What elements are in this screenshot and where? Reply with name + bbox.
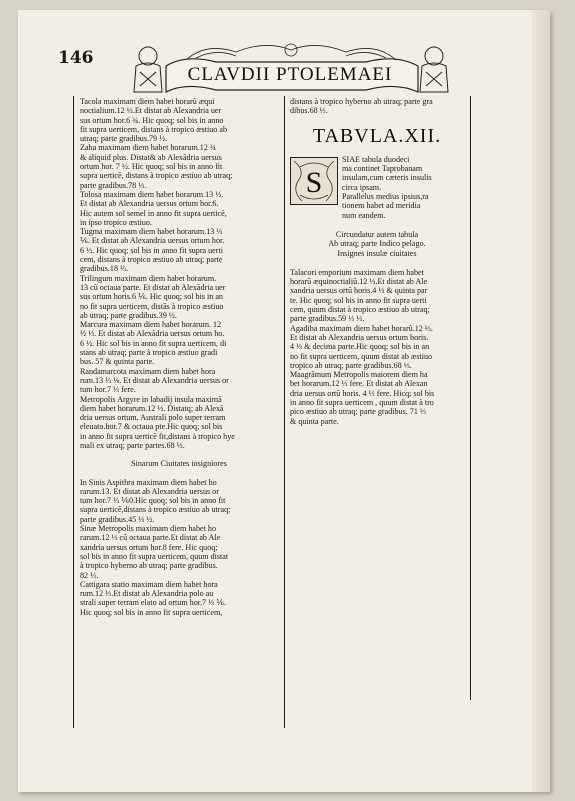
text-line: parte gradibus.59 ⅓ ⅓. — [290, 314, 365, 324]
text-line: rarum.13. Et distat ab Alexandria uersus or — [80, 486, 219, 496]
insignes-heading: Insignes insulæ ciuitates — [337, 248, 417, 258]
text-line: Randamarcota maximam diem habet hora — [80, 366, 216, 376]
text-line: in ipso tropico æstiuo. — [80, 217, 152, 227]
section-heading-sinarum: Sinarum Ciuitates insigniores — [131, 459, 227, 469]
text-line: num eandem. — [342, 210, 386, 220]
text-line: utraq; parte gradibus.79 ½. — [80, 134, 168, 144]
text-line: Tugma maximam diem habet horarum.13 ⅓ — [80, 227, 223, 237]
text-line: pico æstiuo ab utraq; parte gradibus. 71 ⅓ — [290, 407, 426, 417]
text-line: ab utraq; parte gradibus.39 ½. — [80, 310, 177, 320]
header-banner — [126, 36, 456, 98]
circumdatur-line: Circundatur autem tabula — [335, 229, 419, 239]
text-line: distans à tropico hyberno ab utraq; parte gra — [290, 97, 433, 106]
text-line: In Sinis Aspithra maximam diem habet ho — [80, 477, 217, 487]
text-line: Hic quoq; sol bis in anno fit supra uerticem, — [80, 607, 223, 617]
text-line: Maagrãmum Metropolis maiorem diem ha — [290, 370, 428, 380]
banner-title: CLAVDII PTOLEMAEI — [187, 64, 393, 85]
text-line: tropico ab utraq; parte gradibus.68 ⅓. — [290, 360, 412, 370]
text-line: ma continet Taprobanam — [342, 164, 423, 174]
text-line: horarũ æquinoctialiũ.12 ⅓.Et distat ab Ale — [290, 277, 428, 287]
text-line: in anno fit supra uerticem , quum distat à tro — [290, 398, 434, 408]
text-line: in anno fit supra uerticẽ fit,distans à tropico hye — [80, 431, 235, 441]
left-column-paragraphs-after — [80, 478, 278, 617]
left-outer-rule — [73, 96, 74, 728]
left-text-column — [80, 97, 278, 617]
text-line: Tacola maximam diem habet horarũ æqui — [80, 97, 215, 106]
text-line: cem, quum distat à tropico æstiuo ab utraq; — [290, 305, 430, 315]
left-column-paragraphs — [80, 97, 278, 450]
text-line: à tropico hyberno ab utraq; parte gradibus. — [80, 561, 218, 571]
text-line: sus ortum horis.6 ⅙. Hic quoq; sol bis in an — [80, 292, 223, 302]
text-line: Trilingum maximam diem habet horarum. — [80, 273, 217, 283]
text-line: circa ipsam. — [342, 182, 382, 192]
text-line: sol bis in anno fit supra uerticem, quum distat — [80, 551, 229, 561]
text-line: ortum hor. 7 ½. Hic quoq; sol bis in anno fit — [80, 162, 223, 172]
tabula-title: TABVLA.XII. — [312, 124, 442, 147]
text-line: parte gradibus.45 ⅓ ½. — [80, 514, 155, 524]
text-line: Et distat ab Alexandria uersus ortum hor.6. — [80, 199, 219, 209]
text-line: Parallelus medius ipsius,ra — [342, 192, 429, 202]
text-line: strali super terram elato ad ortum hor.7 ⅓ ⅙. — [80, 598, 227, 608]
text-line: noctialium.12 ½.Et distat ab Alexandria uer — [80, 106, 222, 116]
text-line: 82 ⅓. — [80, 570, 99, 580]
text-line: dibus.68 ⅓. — [290, 106, 328, 116]
text-line: 6 ⅓. Hic quoq; sol bis in anno fit supra uerti — [80, 245, 223, 255]
text-line: fit supra uerticem, distans à tropico æstiuo ab — [80, 124, 228, 134]
text-line: & quinta parte. — [290, 416, 339, 426]
column-divider-rule — [284, 96, 285, 728]
text-line: tionem habet ad meridia — [342, 201, 421, 211]
right-putto-figure — [420, 47, 448, 92]
text-line: mali ex utraq; parte partes.68 ⅓. — [80, 440, 185, 450]
text-line: cem, distans à tropico æstiuo ab utraq; parte — [80, 255, 223, 265]
banner-ornament — [186, 44, 396, 60]
text-line: ½ ⅓. Et distat ab Alexãdria uersus ortum ho. — [80, 329, 225, 339]
text-line: Tolosa maximam diem habet horarum.13 ½. — [80, 189, 224, 199]
text-line: 13 cũ octaua parte. Et distat ab Alexãdria uer — [80, 282, 226, 292]
text-line: no fit supra uerticem, distãs à tropico æstiuo — [80, 301, 224, 311]
page-number: 146 — [58, 48, 94, 68]
text-line: Sinæ Metropolis maximam diem habet ho — [80, 524, 217, 534]
decorated-initial-s — [290, 157, 338, 205]
text-line: SIAE tabula duodeci — [342, 154, 410, 164]
left-putto-figure — [134, 47, 162, 92]
text-line: 6 ½. Hic sol bis in anno fit supra uerticem, di — [80, 338, 227, 348]
text-line: supra uerticẽ, distans à tropico æstiuo ab utraq; — [80, 171, 233, 181]
text-line: stans ab utraq; parte à tropico æstiuo gradi — [80, 348, 218, 358]
text-line: gradibus.18 ⅓. — [80, 264, 129, 274]
right-outer-rule — [470, 96, 471, 700]
text-line: 4 ⅓ & decima parte.Hic quoq; sol bis in an — [290, 342, 430, 352]
text-line: no fit supra uerticem, quum distat ab æstiuo — [290, 351, 433, 361]
text-line: diem habet horarum.12 ½. Distatq; ab Alexã — [80, 403, 224, 413]
text-line: Zaba maximam diem habet horarum.12 ¾ — [80, 143, 216, 153]
text-line: tum hor.7 ⅓ ⅙0.Hic quoq; sol bis in anno fit — [80, 496, 226, 506]
right-column-continuation — [290, 97, 464, 116]
text-line: Talacori emporium maximam diem habet — [290, 267, 424, 277]
text-line: rum.12 ⅓.Et distat ab Alexandria polo au — [80, 589, 214, 599]
text-line: Hic autem sol semel in anno fit supra uerticẽ, — [80, 208, 227, 218]
text-line: ⅙. Et distat ab Alexandria uersus ortum hor. — [80, 236, 225, 246]
text-line: Et distat ab Alexandria uersus ortum horis. — [290, 332, 429, 342]
text-line: rum.13 ⅓ ⅛. Et distat ab Alexandria uersus or — [80, 375, 229, 385]
text-line: parte gradibus.78 ⅓. — [80, 180, 147, 190]
text-line: Marcura maximam diem habet horarum. 12 — [80, 320, 222, 330]
indico-line: Ab utraq; parte Indico pelago. — [328, 239, 426, 249]
text-line: supra uerticẽ,distans à tropico æstiuo ab utraq; — [80, 505, 231, 515]
text-line: insulam,cum cæteris insulis — [342, 173, 432, 183]
text-line: te. Hic quoq; sol bis in anno fit supra uerti — [290, 295, 427, 305]
text-line: eleuato.hor.7 & octaua pte.Hic quoq; sol bis — [80, 422, 223, 432]
right-column-paragraphs — [290, 268, 464, 426]
svg-text:S: S — [305, 165, 323, 199]
intro-text — [342, 155, 464, 220]
text-line: sus ortum hor.6 ¾. Hic quoq; sol bis in anno — [80, 115, 224, 125]
text-line: tum hor.7 ⅓ fere. — [80, 385, 136, 395]
text-line: Cattigara statio maximam diem habet hora — [80, 579, 218, 589]
text-line: bet horarum.12 ⅓ fere. Et distat ab Alexan — [290, 379, 428, 389]
text-line: bus. 57 & quinta parte. — [80, 357, 155, 367]
text-line: & aliquid plus. Distat& ab Alexãdria uersus — [80, 152, 222, 162]
page-sheet — [18, 10, 550, 792]
intro-block — [290, 155, 464, 220]
text-line: dria uersus ortum, Australi polo super terram — [80, 413, 226, 423]
page-edge — [532, 10, 550, 792]
text-line: xandria uersus ortum hor.8 fere. Hic quoq; — [80, 542, 218, 552]
right-text-column — [290, 97, 464, 426]
text-line: Metropolis Argyre in labadij insula maximã — [80, 394, 222, 404]
text-line: xandria uersus ortũ horis.4 ⅓ & quinta par — [290, 286, 428, 296]
text-line: Agadiba maximam diem habet horarũ.12 ⅓. — [290, 323, 433, 333]
text-line: dria uersus ortũ horis. 4 ⅓ fere. Hicq; sol bis — [290, 388, 435, 398]
text-line: rarum.12 ⅓ cũ octaua parte.Et distat ab Ale — [80, 533, 221, 543]
